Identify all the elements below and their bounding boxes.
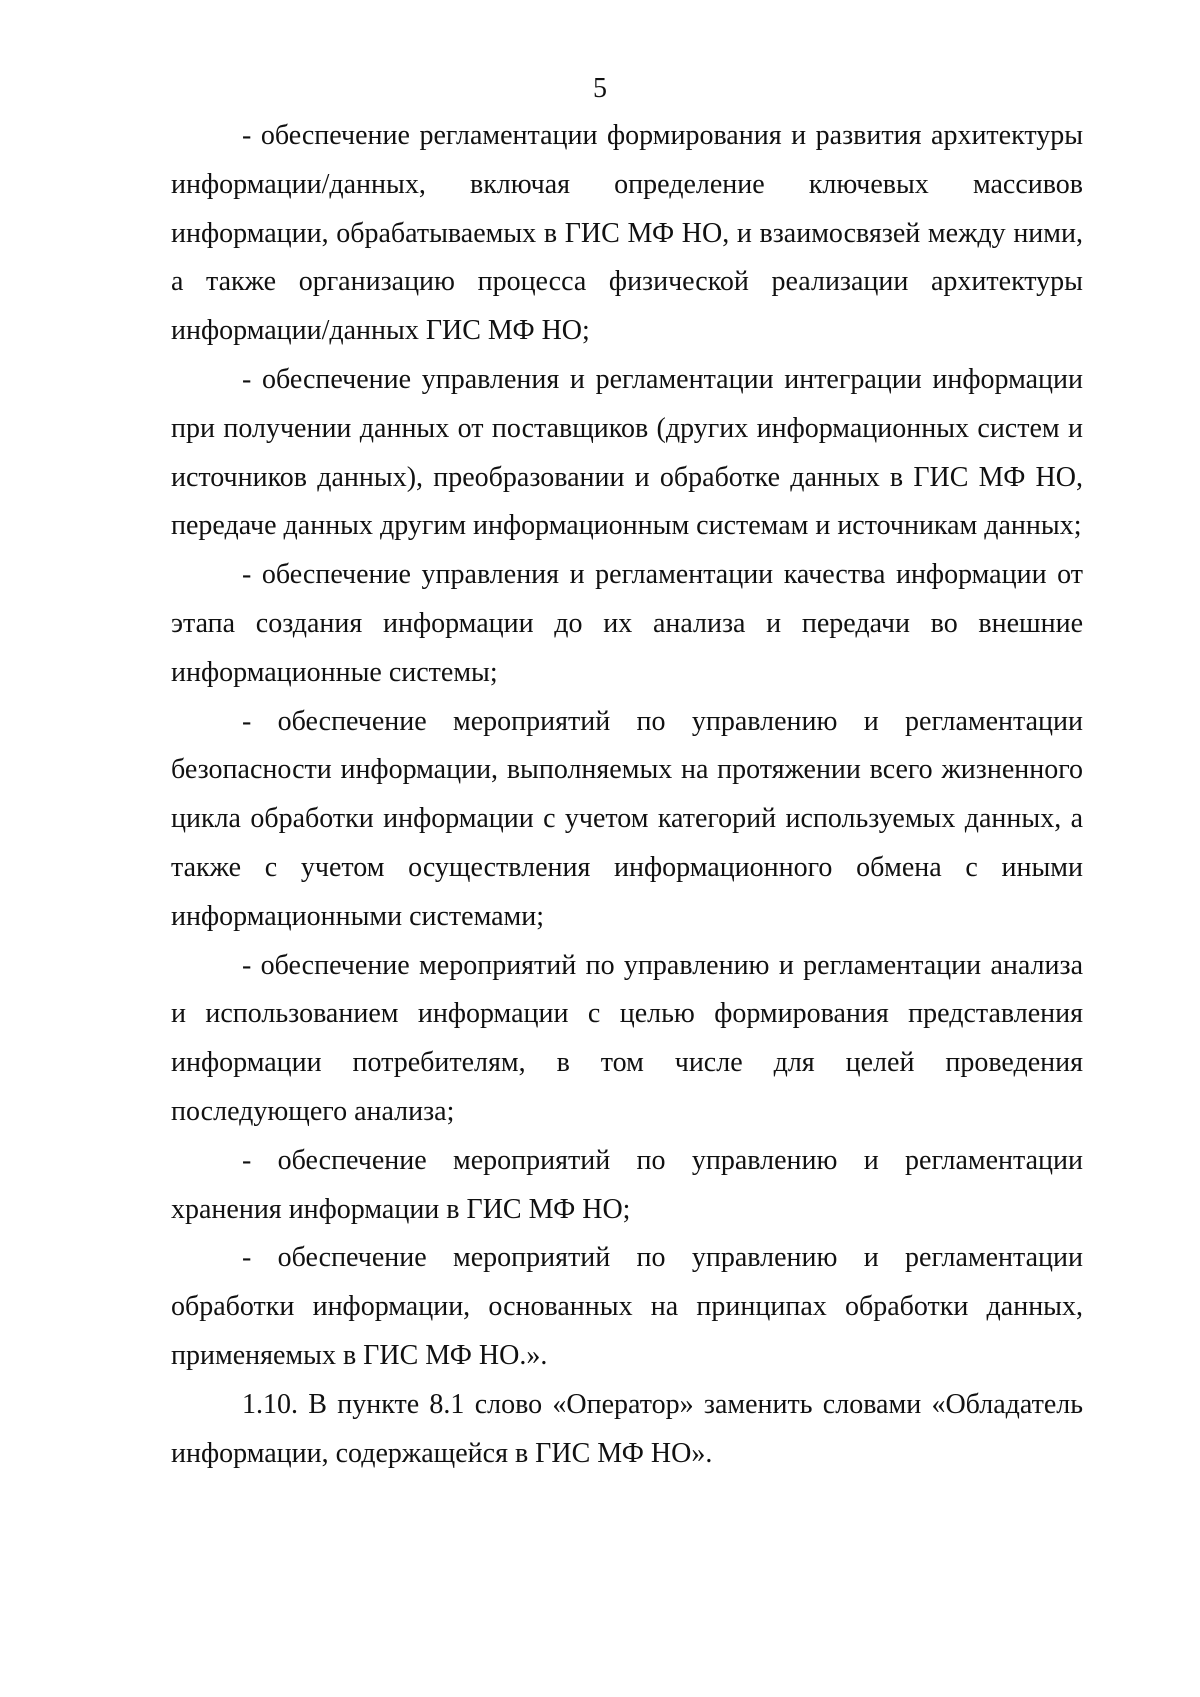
paragraph-architecture: - обеспечение регламентации формирования и развития архитектуры информации/данных, включая определение ключевых массивов информации, обрабатываемых в ГИС МФ НО, и взаимосвязей между ними, а также организацию процесса физической реализации архитектуры информации/данных ГИС МФ НО; <box>171 120 1083 347</box>
paragraph-amendment-1-10: 1.10. В пункте 8.1 слово «Оператор» заменить словами «Обладатель информации, содержащейся в ГИС МФ НО». <box>171 1388 1083 1469</box>
paragraph-storage: - обеспечение мероприятий по управлению и регламентации хранения информации в ГИС МФ НО; <box>171 1144 1083 1225</box>
paragraph-analysis: - обеспечение мероприятий по управлению и регламентации анализа и использованием информации с целью формирования представления информации потребителям, в том числе для целей проведения последующего анализа; <box>171 949 1083 1127</box>
paragraph-security: - обеспечение мероприятий по управлению и регламентации безопасности информации, выполняемых на протяжении всего жизненного цикла обработки информации с учетом категорий используемых данных, а также с учетом осуществления информационного обмена с иными информационными системами; <box>171 705 1083 932</box>
page-number: 5 <box>593 73 607 104</box>
paragraph-processing: - обеспечение мероприятий по управлению и регламентации обработки информации, основанных на принципах обработки данных, применяемых в ГИС МФ НО.». <box>171 1242 1083 1371</box>
paragraph-integration: - обеспечение управления и регламентации интеграции информации при получении данных от поставщиков (других информационных систем и источников данных), преобразовании и обработке данных в ГИС МФ НО, передаче данных другим информационным системам и источникам данных; <box>171 363 1083 542</box>
paragraph-quality: - обеспечение управления и регламентации качества информации от этапа создания информации до их анализа и передачи во внешние информационные системы; <box>171 559 1083 688</box>
document-body <box>171 112 1083 1478</box>
